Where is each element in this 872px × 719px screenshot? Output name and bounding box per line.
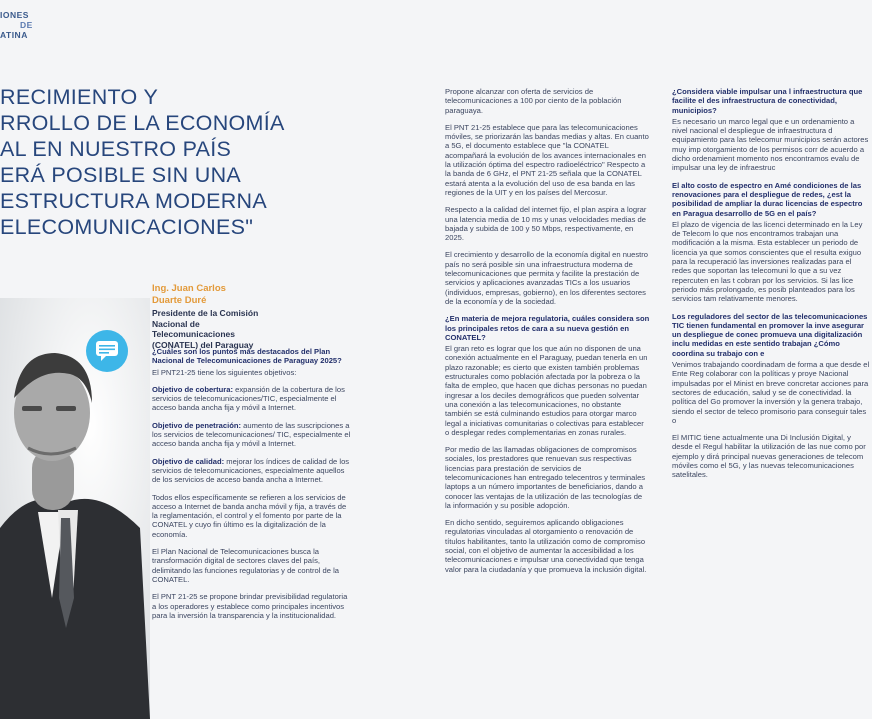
objective-paragraph <box>152 385 352 413</box>
body-paragraph: Todos ellos específicamente se refieren a los servicios de acceso a Internet de banda ancha móvil y fija, a través de la reglamentación, el control y el fomento por parte de la CONATEL y cuyo fin último es la digitalización de la economía. <box>152 492 347 539</box>
chat-bubble-icon <box>86 330 128 372</box>
objective-label: Objetivo de calidad: <box>152 456 225 466</box>
author-photo <box>0 298 150 719</box>
article-column-2 <box>445 87 650 582</box>
body-paragraph: El PNT21-25 tiene los siguientes objetivos: <box>152 367 297 377</box>
brand-line-1: IONES <box>0 10 29 20</box>
body-paragraph: El PNT 21-25 se propone brindar previsibilidad regulatoria a los operadores y establece como principales incentivos para la inversión la transparencia y la institucionalidad. <box>152 592 348 620</box>
interview-question: El alto costo de espectro en Amé condiciones de las renovaciones para el despliegue de redes, ¿est la posibilidad de ampliar la durac licencias de espectro en Paragua desarrollo de 5G en el país? <box>672 180 863 218</box>
objective-text: mejorar los índices de calidad de los servicios de telecomunicaciones, especialmente aquellos de los servicios de acceso banda ancha a Internet. <box>152 456 350 485</box>
interview-question: ¿Cuáles son los puntos más destacados del Plan Nacional de Telecomunicaciones de Paraguay 2025? <box>152 347 342 366</box>
author-name: Ing. Juan Carlos Duarte Duré <box>152 283 226 306</box>
objective-label: Objetivo de cobertura: <box>152 384 234 394</box>
body-paragraph: El PNT 21-25 establece que para las telecomunicaciones móviles, se priorizarán las bandas medias y altas. En cuanto a 5G, el documento establece que "la CONATEL acompañará la evolución de los avances internacionales en la utilización óptima del espectro radioeléctrico" Respecto a la banda de 6 GHz, el PNT 21-25 señala que la CONATEL estará atenta a la evolución del uso de esa banda en las regiones de la UIT y en los países del Mercosur. <box>445 122 649 197</box>
body-paragraph: Es necesario un marco legal que e un ordenamiento a nivel nacional el despliegue de infraestructura d equipamiento para las telecomur municipios serán actores muy imp otorgamiento de los permisos corr de acuerdo a dicho ordenamient momento nos encontramos evalu de impulsar una ley de infraestruc <box>672 116 869 173</box>
publication-brand <box>0 10 33 40</box>
body-paragraph: El plazo de vigencia de las licenci determinado en la Ley de Telecom lo que nos encontramos trabajan una modificación a la misma. Esta establecer un periodo de licencia ya que somos conscientes que el resulta exiguo para la recuperació las inversiones realizadas para el redes que soportan las telecomuni lo que a su vez repercuten en las t cobran por los servicios. Si las lice periodo más prolongado, es posib planteados para los servicios tam relativamente menores. <box>672 219 863 304</box>
objective-label: Objetivo de penetración: <box>152 420 242 430</box>
objective-paragraph <box>152 457 352 485</box>
article-column-1 <box>152 347 352 628</box>
article-headline: RECIMIENTO Y RROLLO DE LA ECONOMÍA AL EN NUESTRO PAÍS ERÁ POSIBLE SIN UNA ESTRUCTURA MODERNA ELECOMUNICACIONES" <box>0 85 285 239</box>
objective-text: aumento de las suscripciones a los servicios de telecomunicaciones/ TIC, especialmente el acceso banda ancha fija y móvil a Internet. <box>152 420 351 449</box>
article-column-3 <box>672 87 872 488</box>
body-paragraph: Por medio de las llamadas obligaciones de compromisos sociales, los prestadores que renuevan sus respectivas licencias para prestación de servicios de telecomunicaciones han entregado telecentros y terminales laptops a un número importantes de beneficiarios, dando a conocer las ventajas de la utilización de las tecnologías de la información y su posible adopción. <box>445 445 646 510</box>
body-paragraph: Propone alcanzar con oferta de servicios de telecomunicaciones a 100 por ciento de la población paraguaya. <box>445 87 622 115</box>
body-paragraph: El MITIC tiene actualmente una Di Inclusión Digital, y desde el Regul habilitar la utilización de las nue como por ejemplo y dirá principal nuevas generaciones de telecom móviles como el 5G, y las nuevas telecomunicaciones satelitales. <box>672 433 866 480</box>
author-role: Presidente de la Comisión Nacional de Telecomunicaciones (CONATEL) del Paraguay <box>152 308 259 350</box>
brand-line-3: ATINA <box>0 30 28 40</box>
interview-question: ¿Considera viable impulsar una l infraestructura que facilite el des infraestructura de conectividad, municipios? <box>672 87 863 115</box>
body-paragraph: El crecimiento y desarrollo de la economía digital en nuestro país no será posible sin una infraestructura moderna de telecomunicaciones que permita y facilite la prestación de servicios y aplicaciones avanzadas TICs a los usuarios (individuos, empresas, gobierno), en los diferentes sectores de la economía y de la sociedad. <box>445 250 649 306</box>
body-paragraph: En dicho sentido, seguiremos aplicando obligaciones regulatorias vinculadas al otorgamiento o renovación de títulos habilitantes, tanto la utilización como de compromiso social, con el objetivo de aumentar la accesibilidad a los telecomunicaciones e impulsar una conectividad que tenga valor para la ciudadanía y que promueva la inclusión digital. <box>445 518 647 574</box>
author-block <box>152 283 274 350</box>
body-paragraph: Venimos trabajando coordinadam de forma a que desde el Ente Reg colaborar con la políticas y proye Nacional impulsadas por el Minist en breve concretar acciones para sectores de educación, salud y se de conectividad. la política del Go promover la inversión y la genera trabajo, siendo el sector de teleco promisorio para conseguir tales o <box>672 360 870 425</box>
body-paragraph: El Plan Nacional de Telecomunicaciones busca la transformación digital de sectores claves del país, delimitando las funciones regulatorias y de control de la CONATEL. <box>152 547 339 584</box>
body-paragraph: El gran reto es lograr que los que aún no disponen de una conexión actualmente en el Paraguay, puedan tenerla en un plazo razonable; es cierto que existen también problemas estructurales como población afectada por la pobreza o la falta de empleo, que hacen que dichas personas no puedan ingresar a los deciles demográficos que pueden solventar una conexión a las telecomunicaciones, no obstante también se está culminando estudios para otorgar marco legal a iniciativas comunitarias o colectivas para establecer o desplegar redes complementarias en zonas rurales. <box>445 344 648 437</box>
body-paragraph: Respecto a la calidad del internet fijo, el plan aspira a lograr una latencia media de 10 ms y unas velocidades medias de bajada y subida de 100 y 50 Mbps, respectivamente, en 2025. <box>445 205 647 243</box>
brand-line-2: DE <box>20 20 33 30</box>
objective-text: expansión de la cobertura de los servicios de telecomunicaciones/TIC, especialmente el acceso banda ancha fija y móvil a Internet. <box>152 384 345 413</box>
interview-question: Los reguladores del sector de las telecomunicaciones TIC tienen fundamental en promover la inve asegurar un despliegue de conec promueva una digitalización inclu medidas en este sentido trabajan ¿Cómo coordina su trabajo con e <box>672 311 868 358</box>
interview-question: ¿En materia de mejora regulatoria, cuáles considera son los principales retos de cara a su nueva gestión en CONATEL? <box>445 314 650 342</box>
objective-paragraph <box>152 421 352 449</box>
